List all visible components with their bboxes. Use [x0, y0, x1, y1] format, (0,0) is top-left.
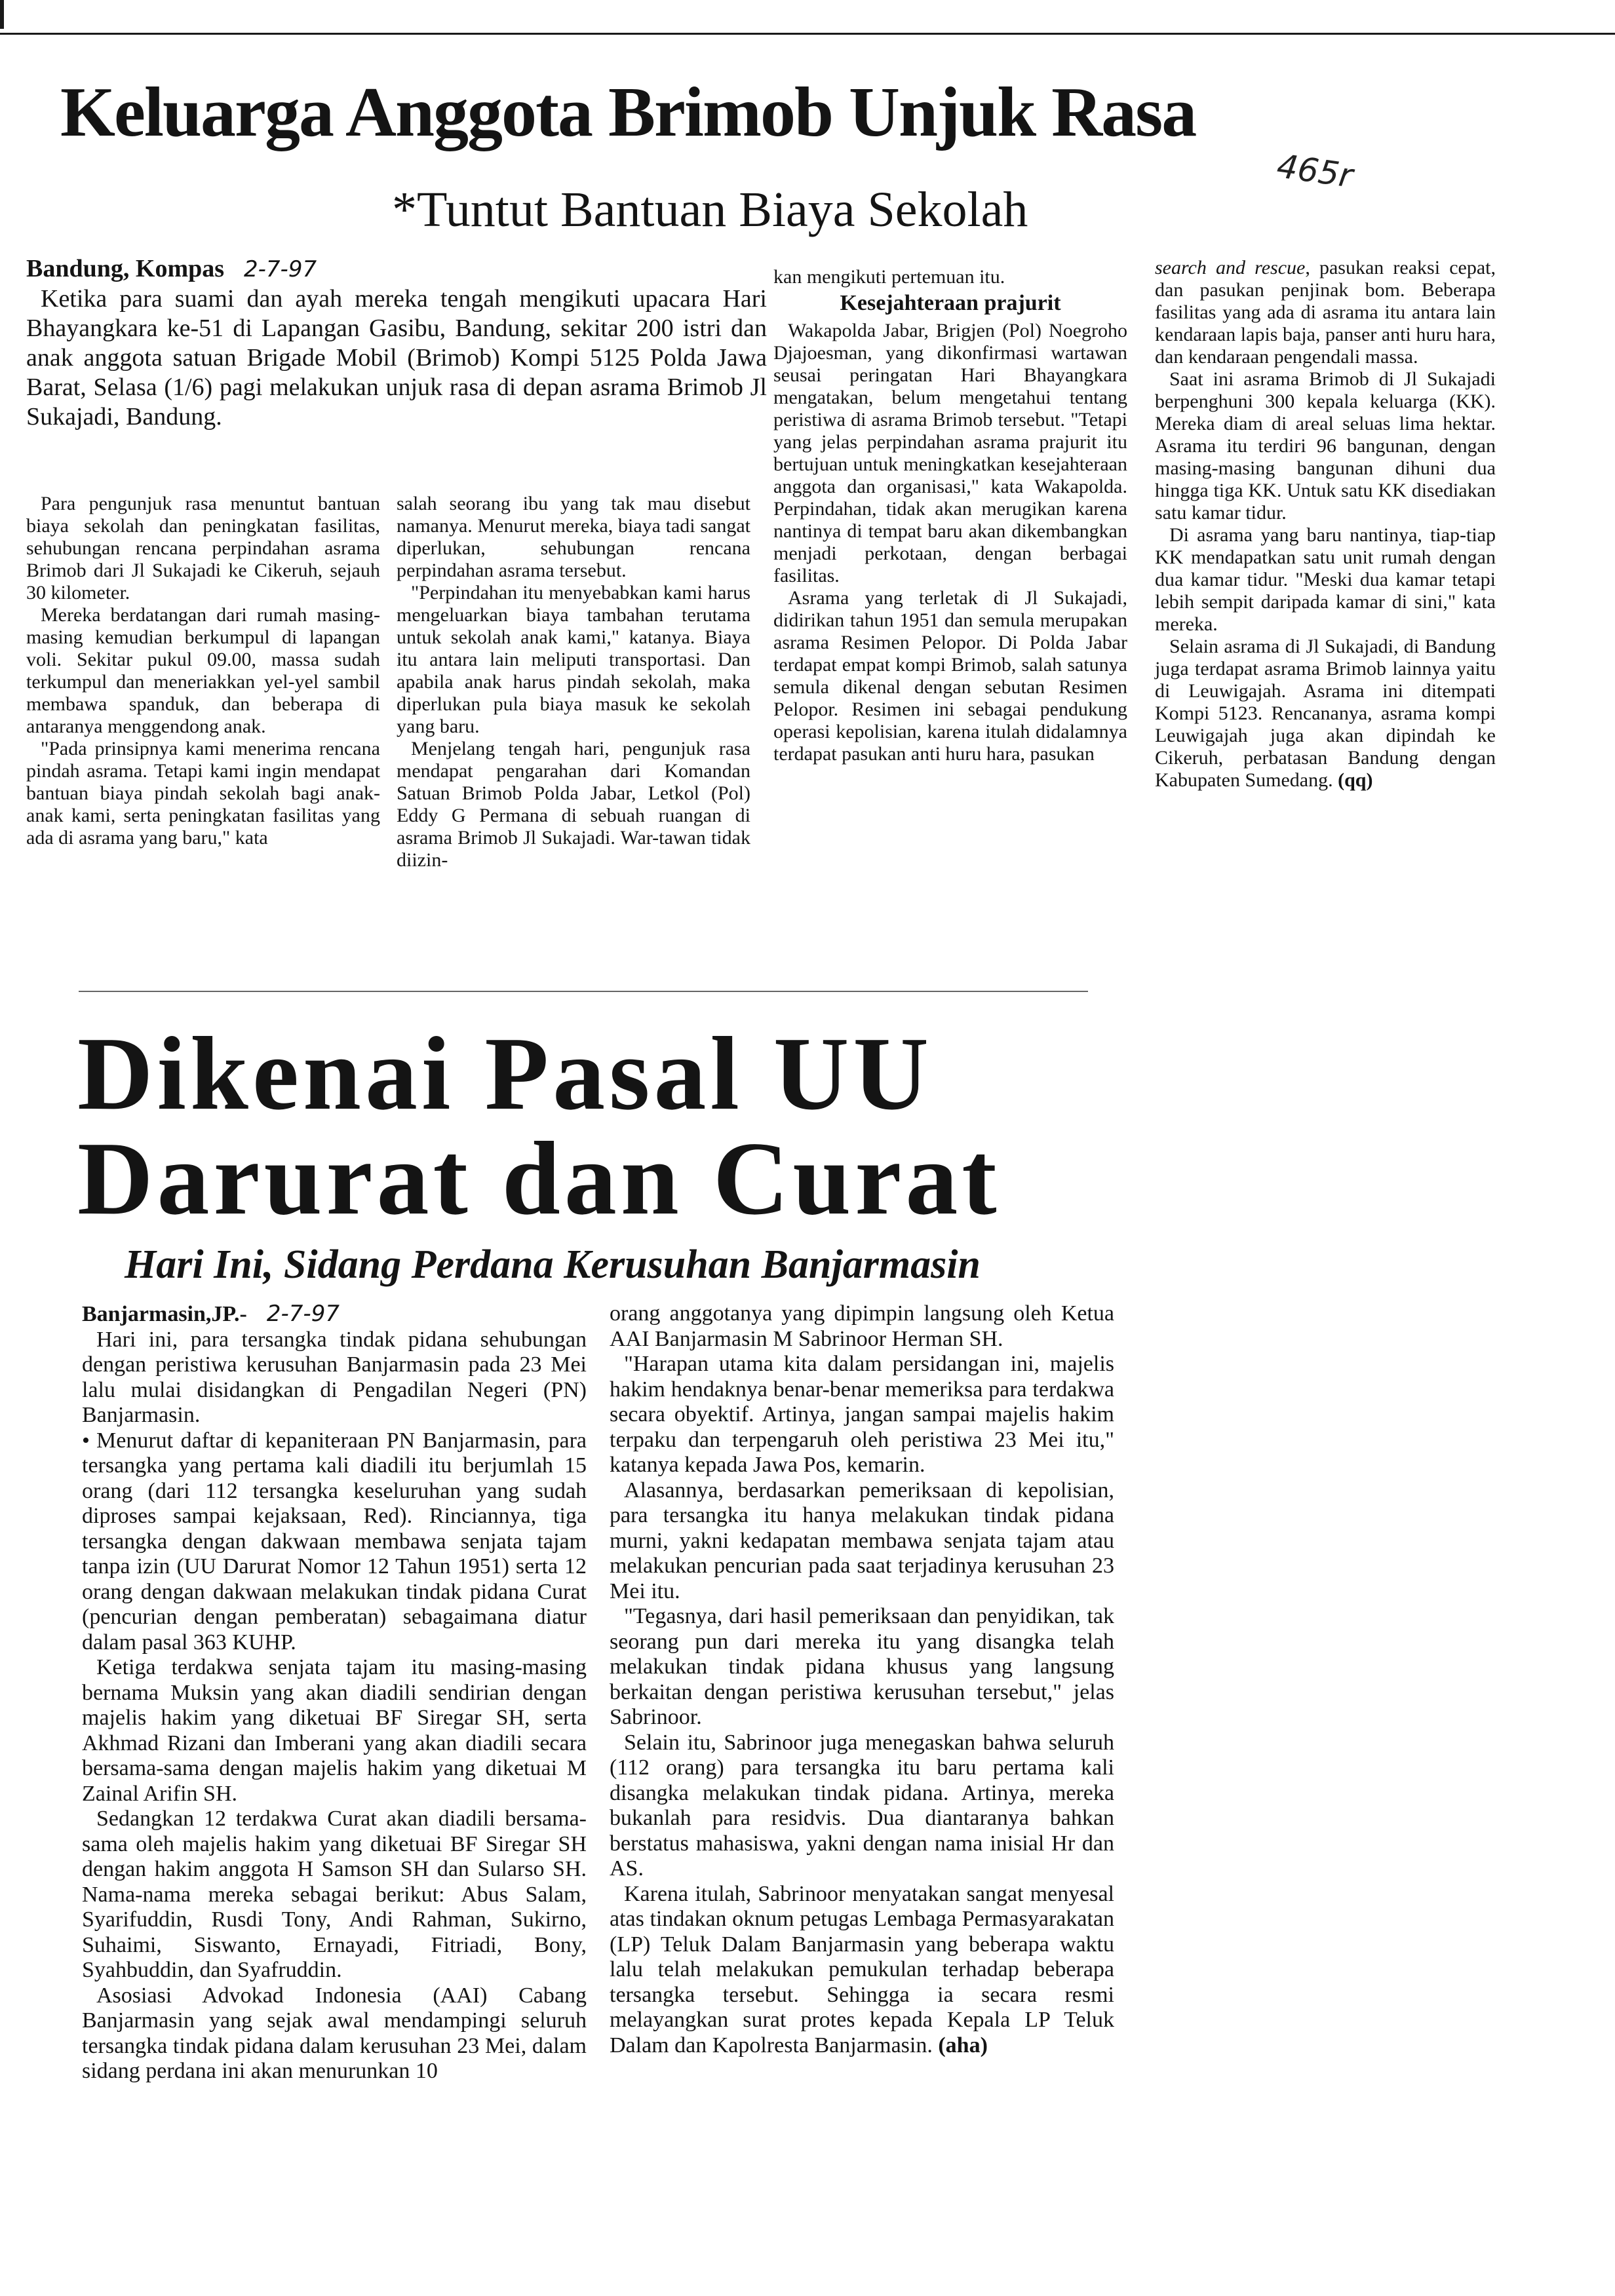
- article2-column-2: [610, 1301, 1114, 2058]
- paragraph: kan mengikuti pertemuan itu.: [773, 266, 1005, 288]
- article2-column-1: [82, 1301, 587, 2084]
- article1-dateline: Bandung, Kompas: [26, 255, 225, 282]
- article2-headline-line1: Dikenai Pasal UU: [77, 1015, 933, 1132]
- paragraph: Para pengunjuk rasa menuntut bantuan biaya sekolah dan peningkatan fasilitas, sehubungan rencana perpindahan asrama Brimob dari Jl Sukajadi ke Cikeruh, sejauh 30 kilometer.: [26, 493, 380, 603]
- article2-subheadline: Hari Ini, Sidang Perdana Kerusuhan Banjarmasin: [125, 1242, 981, 1287]
- page-edge-mark: [0, 0, 4, 29]
- paragraph: "Harapan utama kita dalam persidangan ini, majelis hakim hendaknya benar-benar memeriksa para terdakwa secara obyektif. Artinya, jangan sampai majelis hakim terpaku dan terpengaruh oleh peristiwa 23 Mei itu," katanya kepada Jawa Pos, kemarin.: [610, 1352, 1114, 1477]
- paragraph: Ketiga terdakwa senjata tajam itu masing-masing bernama Muksin yang akan diadili sendirian dengan majelis hakim yang diketuai BF Siregar SH, serta Akhmad Rizani dan Imberani yang akan diadili secara bersama-sama dengan majelis hakim yang diketuai M Zainal Arifin SH.: [82, 1655, 587, 1806]
- archive-mark: 465r: [1274, 147, 1355, 195]
- article1-column-4: [1155, 257, 1496, 792]
- section-subheading: Kesejahteraan prajurit: [840, 291, 1061, 315]
- article1-lede: Ketika para suami dan ayah mereka tengah mengikuti upacara Hari Bhayangkara ke-51 di Lapangan Gasibu, Bandung, sekitar 200 istri dan anak anggota satuan Brigade Mobil (Brimob) Kompi 5125 Polda Jawa Barat, Selasa (1/6) pagi melakukan unjuk rasa di depan asrama Brimob Jl Sukajadi, Bandung.: [26, 285, 767, 430]
- article2-dateline: Banjarmasin,JP.-: [82, 1302, 247, 1326]
- paragraph: Asosiasi Advokad Indonesia (AAI) Cabang Banjarmasin yang sejak awal mendampingi seluruh tersangka tindak pidana dalam kerusuhan 23 Mei, dalam sidang perdana ini akan menurunkan 10: [82, 1983, 587, 2083]
- paragraph: Alasannya, berdasarkan pemeriksaan di kepolisian, para tersangka itu hanya melakukan tindak pidana murni, yakni kedapatan membawa senjata tajam atau melakukan pencurian pada saat terjadinya kerusuhan 23 Mei itu.: [610, 1478, 1114, 1603]
- article1-handwritten-date: 2-7-97: [244, 256, 317, 282]
- article2-handwritten-date: 2-7-97: [266, 1301, 340, 1327]
- section-divider: [79, 991, 1088, 992]
- paragraph: Di asrama yang baru nantinya, tiap-tiap KK mendapatkan satu unit rumah dengan dua kamar tidur. "Meski dua kamar tetapi lebih sempit daripada kamar di sini," kata mereka.: [1155, 524, 1496, 635]
- paragraph: Asrama yang terletak di Jl Sukajadi, didirikan tahun 1951 dan semula merupakan asrama Resimen Pelopor. Di Polda Jabar terdapat empat kompi Brimob, salah satunya semula dikenal dengan sebutan Resimen Pelopor. Resimen ini sebagai pendukung operasi kepolisian, karena itulah didalamnya terdapat pasukan anti huru hara, pasukan: [773, 587, 1127, 765]
- paragraph: Wakapolda Jabar, Brigjen (Pol) Noegroho Djajoesman, yang dikonfirmasi wartawan seusai peringatan Hari Bhayangkara mengatakan, belum mengetahui tentang peristiwa di asrama Brimob tersebut. "Tetapi yang jelas perpindahan asrama prajurit itu bertujuan untuk meningkatkan kesejahteraan anggota dan organisasi," kata Wakapolda. Perpindahan, tidak akan merugikan karena nantinya di tempat baru akan dikembangkan menjadi perkotaan, dengan berbagai fasilitas.: [773, 320, 1127, 586]
- paragraph: • Menurut daftar di kepaniteraan PN Banjarmasin, para tersangka yang pertama kali diadili itu berjumlah 15 orang (dari 112 tersangka keseluruhan yang sudah diproses sampai kejaksaan, Red). Rinciannya, tiga tersangka dengan dakwaan membawa senjata tajam tanpa izin (UU Darurat Nomor 12 Tahun 1951) serta 12 orang dengan dakwaan melakukan tindak pidana Curat (pencurian dengan pemberatan) sebagaimana diatur dalam pasal 363 KUHP.: [82, 1428, 587, 1656]
- top-rule: [0, 33, 1615, 35]
- paragraph: , pasukan reaksi cepat, dan pasukan penjinak bom. Beberapa fasilitas yang ada di asrama itu antara lain kendaraan lapis baja, panser anti huru hara, dan kendaraan pengendali massa.: [1155, 257, 1496, 368]
- paragraph: Mereka berdatangan dari rumah masing-masing kemudian berkumpul di lapangan voli. Sekitar pukul 09.00, massa sudah terkumpul dan meneriakkan yel-yel sambil membawa spanduk, dan beberapa di antaranya menggendong anak.: [26, 604, 380, 737]
- paragraph: Karena itulah, Sabrinoor menyatakan sangat menyesal atas tindakan oknum petugas Lembaga Permasyarakatan (LP) Teluk Dalam Banjarmasin yang beberapa waktu lalu telah melakukan pemukulan terhadap beberapa tersangka tersebut. Sehingga ia secara resmi melayangkan surat protes kepada Kepala LP Teluk Dalam dan Kapolresta Banjarmasin.: [610, 1881, 1114, 2057]
- paragraph: Sedangkan 12 terdakwa Curat akan diadili bersama-sama oleh majelis hakim yang diketuai BF Siregar SH dengan hakim anggota H Samson SH dan Sularso SH. Nama-nama mereka sebagai berikut: Abus Salam, Syarifuddin, Rusdi Tony, Andi Rahman, Sukirno, Suhaimi, Siswanto, Ernayadi, Fitriadi, Bony, Syahbuddin, dan Syafruddin.: [82, 1807, 587, 1982]
- paragraph: orang anggotanya yang dipimpin langsung oleh Ketua AAI Banjarmasin M Sabrinoor Herman SH.: [610, 1301, 1114, 1351]
- paragraph: Selain itu, Sabrinoor juga menegaskan bahwa seluruh (112 orang) para tersangka itu baru pertama kali disangka melakukan tindak pidana. Artinya, mereka bukanlah para residvis. Dua diantaranya bahkan berstatus mahasiswa, yakni dengan nama inisial Hr dan AS.: [610, 1730, 1114, 1881]
- article1-lede-block: [26, 254, 767, 432]
- paragraph: "Perpindahan itu menyebabkan kami harus mengeluarkan biaya tambahan terutama untuk sekolah anak kami," katanya. Biaya itu antara lain meliputi transportasi. Dan apabila anak harus pindah sekolah, maka diperlukan pula biaya masuk ke sekolah yang baru.: [397, 582, 750, 737]
- article1-column-3: [773, 266, 1127, 765]
- paragraph: salah seorang ibu yang tak mau disebut namanya. Menurut mereka, biaya tadi sangat diperlukan, sehubungan rencana perpindahan asrama tersebut.: [397, 493, 750, 581]
- paragraph: Saat ini asrama Brimob di Jl Sukajadi berpenghuni 300 kepala keluarga (KK). Mereka diam di areal seluas lima hektar. Asrama itu terdiri 96 bangunan, dengan masing-masing bangunan dihuni dua hingga tiga KK. Untuk satu KK disediakan satu kamar tidur.: [1155, 368, 1496, 524]
- article1-column-2: [397, 493, 750, 871]
- article1-byline: (qq): [1338, 769, 1373, 791]
- paragraph: "Pada prinsipnya kami menerima rencana pindah asrama. Tetapi kami ingin mendapat bantuan biaya pindah sekolah bagi anak-anak kami, serta peningkatan fasilitas yang ada di asrama yang baru," kata: [26, 738, 380, 849]
- paragraph: Selain asrama di Jl Sukajadi, di Bandung juga terdapat asrama Brimob lainnya yaitu di Leuwigajah. Asrama ini ditempati Kompi 5123. Rencananya, asrama kompi Leuwigajah juga akan dipindah ke Cikeruh, perbatasan Bandung dengan Kabupaten Sumedang.: [1155, 636, 1496, 791]
- article2-headline-line2: Darurat dan Curat: [77, 1120, 1001, 1236]
- article1-headline: Keluarga Anggota Brimob Unjuk Rasa: [60, 73, 1196, 151]
- italic-phrase: search and rescue: [1155, 257, 1306, 278]
- article2-byline: (aha): [938, 2033, 988, 2057]
- paragraph: Hari ini, para tersangka tindak pidana sehubungan dengan peristiwa kerusuhan Banjarmasin pada 23 Mei lalu mulai disidangkan di Pengadilan Negeri (PN) Banjarmasin.: [82, 1327, 587, 1427]
- article1-column-1: [26, 493, 380, 849]
- paragraph: "Tegasnya, dari hasil pemeriksaan dan penyidikan, tak seorang pun dari mereka itu yang disangka telah melakukan tindak pidana khusus yang langsung berkaitan dengan peristiwa kerusuhan tersebut," jelas Sabrinoor.: [610, 1604, 1114, 1729]
- article1-subheadline: *Tuntut Bantuan Biaya Sekolah: [392, 182, 1028, 237]
- paragraph: Menjelang tengah hari, pengunjuk rasa mendapat pengarahan dari Komandan Satuan Brimob Polda Jabar, Letkol (Pol) Eddy G Permana di sebuah ruangan di asrama Brimob Jl Sukajadi. War-tawan tidak diizin-: [397, 738, 750, 871]
